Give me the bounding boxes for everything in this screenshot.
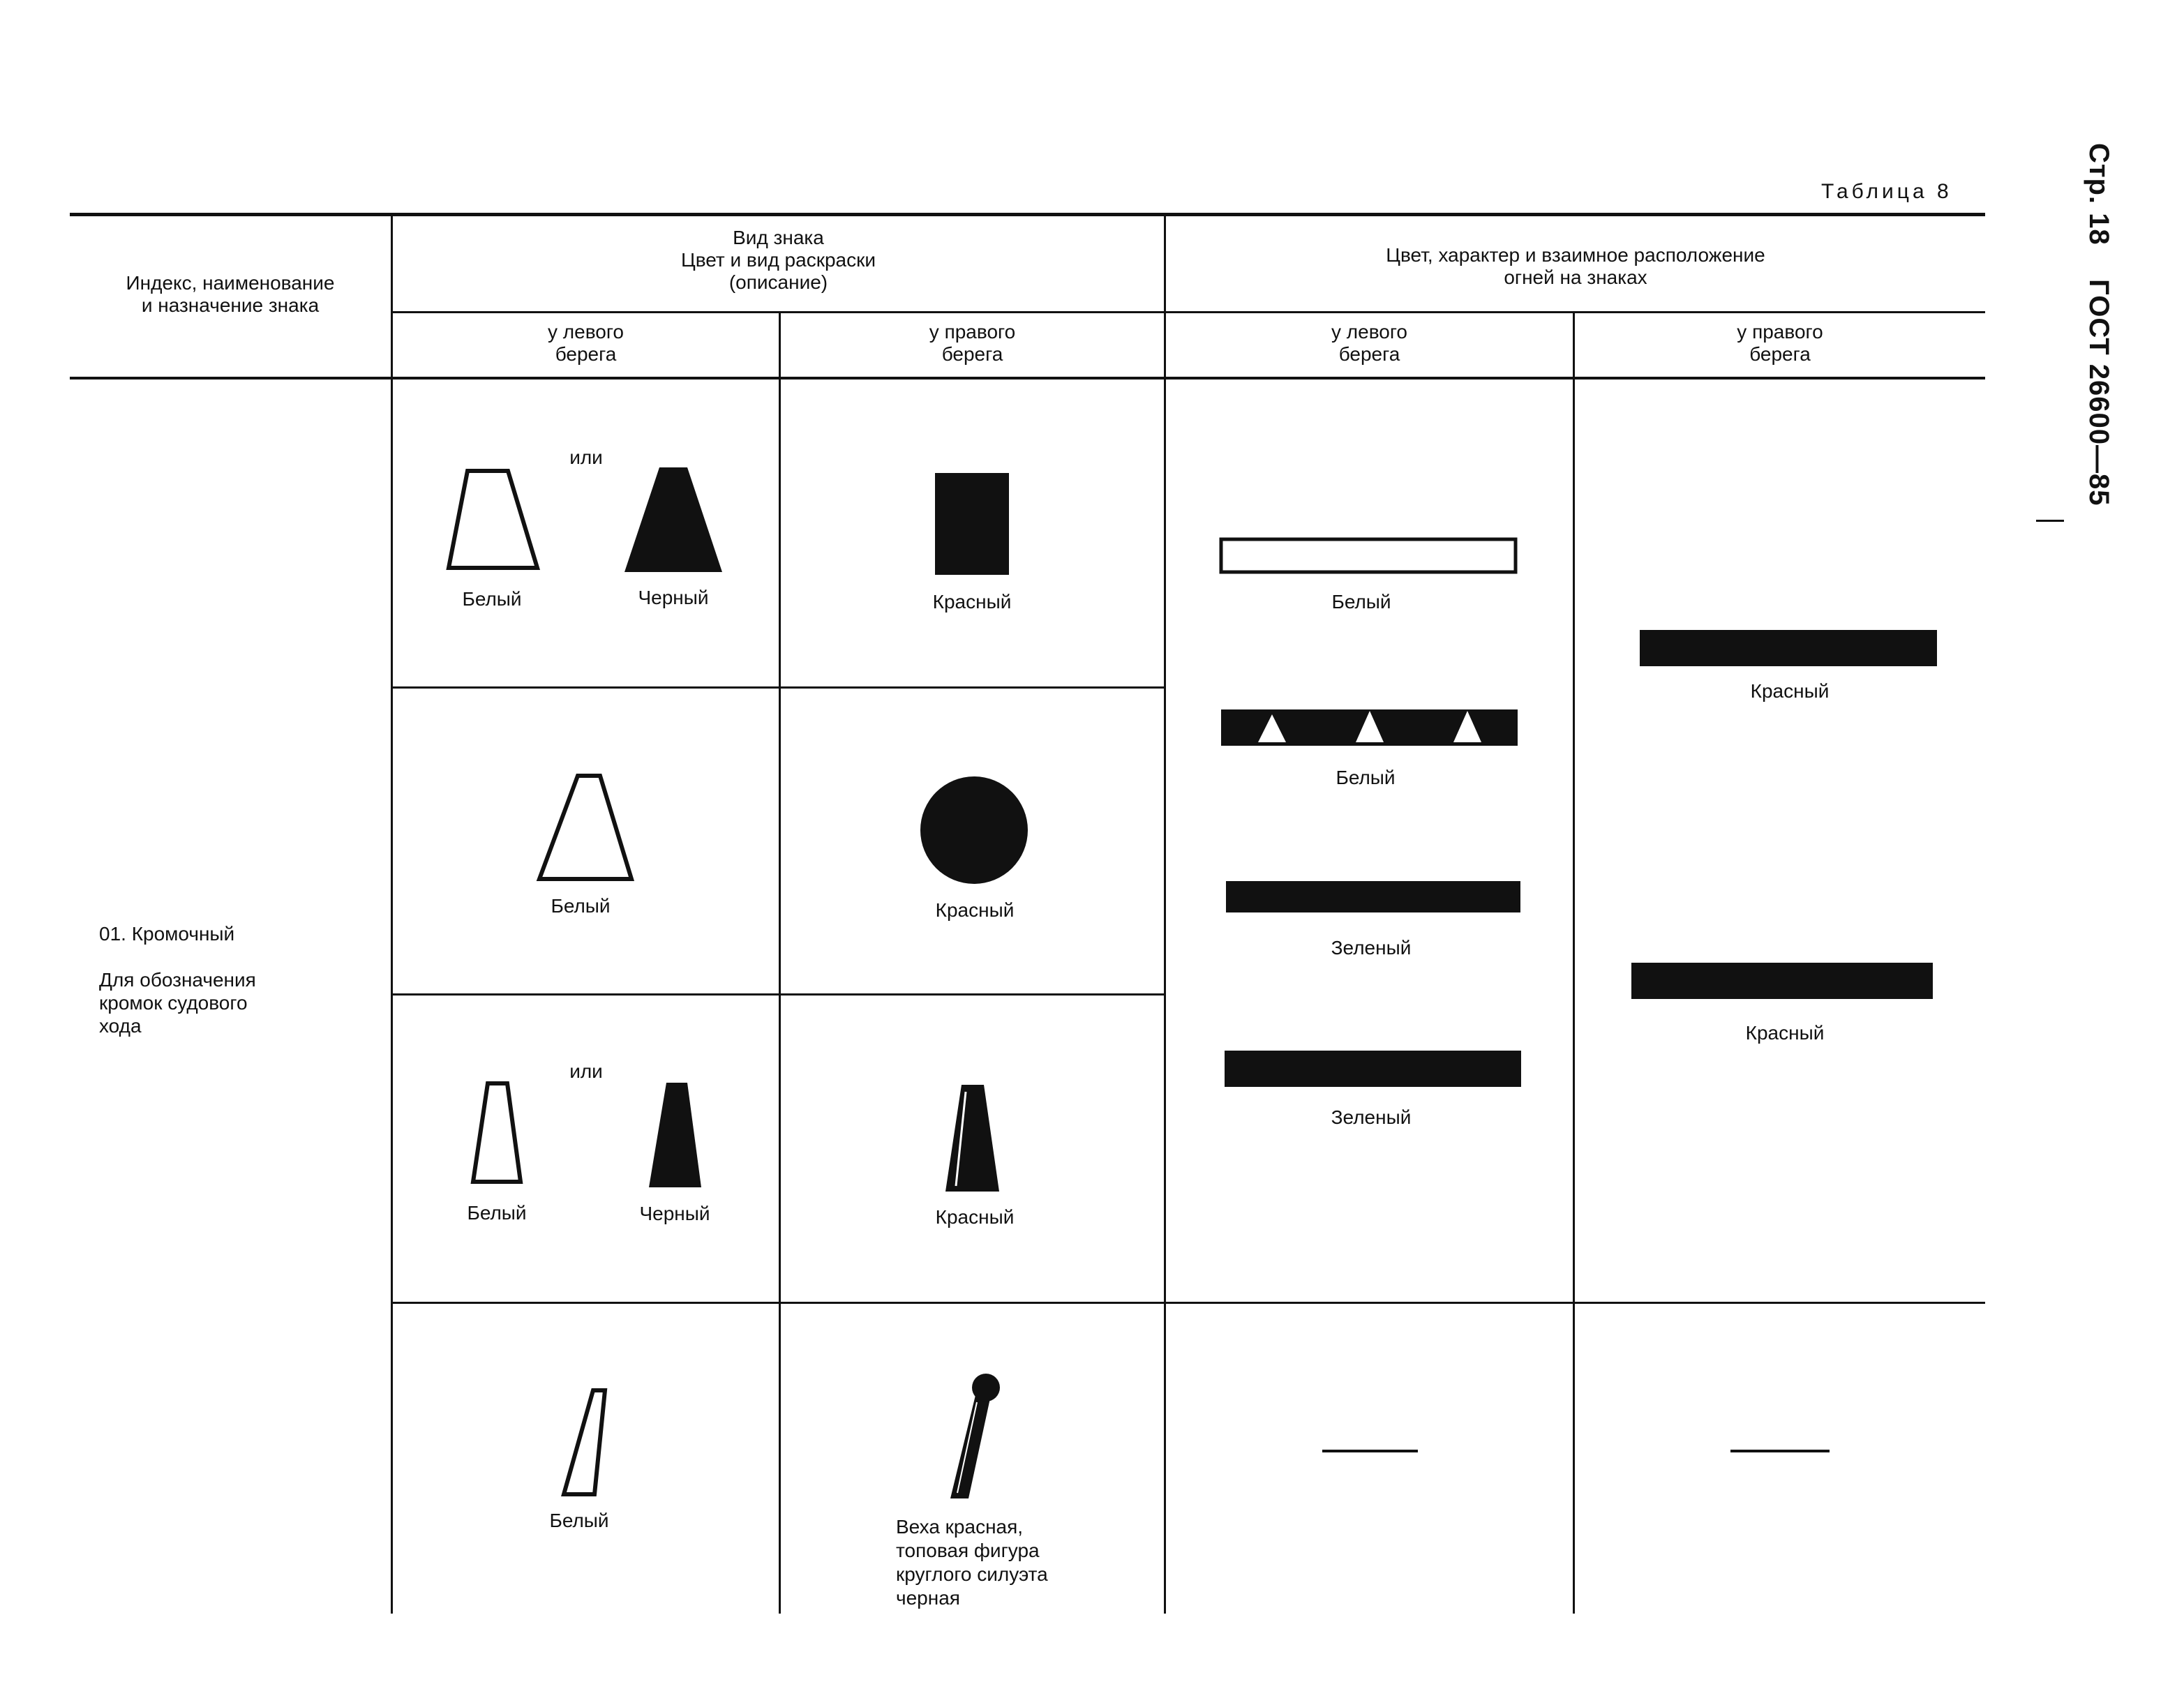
header-lights: Цвет, характер и взаимное расположение огней на знаках bbox=[1386, 244, 1765, 288]
header-sign-left-bank: у левого берега bbox=[548, 321, 624, 365]
light-caption-left-4: Зеленый bbox=[1331, 1106, 1412, 1128]
caption-white-row1: Белый bbox=[462, 588, 522, 610]
white-spar-sign bbox=[564, 1390, 605, 1494]
red-spar-sign bbox=[950, 1395, 991, 1498]
black-trapezoid-sign bbox=[624, 467, 722, 572]
or-label-row3: или bbox=[569, 1060, 603, 1082]
header-lights-left-bank: у левого берега bbox=[1331, 321, 1407, 365]
caption-red-row1: Красный bbox=[932, 591, 1012, 613]
header-sign-view: Вид знака Цвет и вид раскраски (описание) bbox=[680, 227, 876, 293]
black-narrow-trapezoid-sign bbox=[649, 1083, 701, 1187]
header-index-col: Индекс, наименование и назначение знака bbox=[126, 272, 335, 316]
red-light-bar-2 bbox=[1631, 963, 1933, 999]
header-lights-right-bank: у правого берега bbox=[1737, 321, 1823, 365]
sign-name: 01. Кромочный bbox=[99, 923, 235, 945]
no-light-dash-right bbox=[1730, 1450, 1830, 1452]
green-light-bar-1 bbox=[1226, 881, 1520, 912]
red-circle-sign bbox=[920, 776, 1028, 884]
caption-red-row2: Красный bbox=[935, 899, 1015, 921]
red-narrow-trapezoid-sign bbox=[945, 1085, 999, 1192]
caption-spar-row4: Веха красная, топовая фигура круглого силуэта черная bbox=[896, 1516, 1048, 1609]
caption-red-row3: Красный bbox=[935, 1206, 1015, 1228]
light-caption-right-2: Красный bbox=[1745, 1022, 1825, 1044]
white-trapezoid-sign bbox=[449, 471, 537, 568]
standard-number: ГОСТ 26600—85 bbox=[2084, 279, 2114, 506]
white-trapezoid-sign-2 bbox=[539, 776, 631, 879]
round-top-mark bbox=[972, 1374, 1000, 1402]
caption-black-row1: Черный bbox=[638, 587, 709, 608]
red-rectangle-sign bbox=[935, 473, 1009, 575]
page-number: Стр. 18 bbox=[2084, 143, 2114, 246]
caption-white-row4: Белый bbox=[549, 1510, 609, 1531]
light-caption-right-1: Красный bbox=[1750, 680, 1830, 702]
light-caption-left-2: Белый bbox=[1336, 767, 1396, 788]
white-narrow-trapezoid-sign bbox=[473, 1083, 521, 1182]
header-sign-right-bank: у правого берега bbox=[929, 321, 1016, 365]
or-label-row1: или bbox=[569, 446, 603, 468]
white-light-bar bbox=[1221, 539, 1516, 572]
caption-black-row3: Черный bbox=[639, 1203, 710, 1224]
light-caption-left-3: Зеленый bbox=[1331, 937, 1412, 959]
caption-white-row3: Белый bbox=[467, 1202, 527, 1224]
sign-purpose: Для обозначения кромок судового хода bbox=[99, 969, 256, 1037]
red-light-bar-1 bbox=[1640, 630, 1937, 666]
light-caption-left-1: Белый bbox=[1331, 591, 1391, 613]
no-light-dash-left bbox=[1322, 1450, 1418, 1452]
green-light-bar-2 bbox=[1225, 1051, 1521, 1087]
caption-white-row2: Белый bbox=[551, 895, 611, 917]
table-label: Таблица 8 bbox=[1821, 180, 1952, 203]
